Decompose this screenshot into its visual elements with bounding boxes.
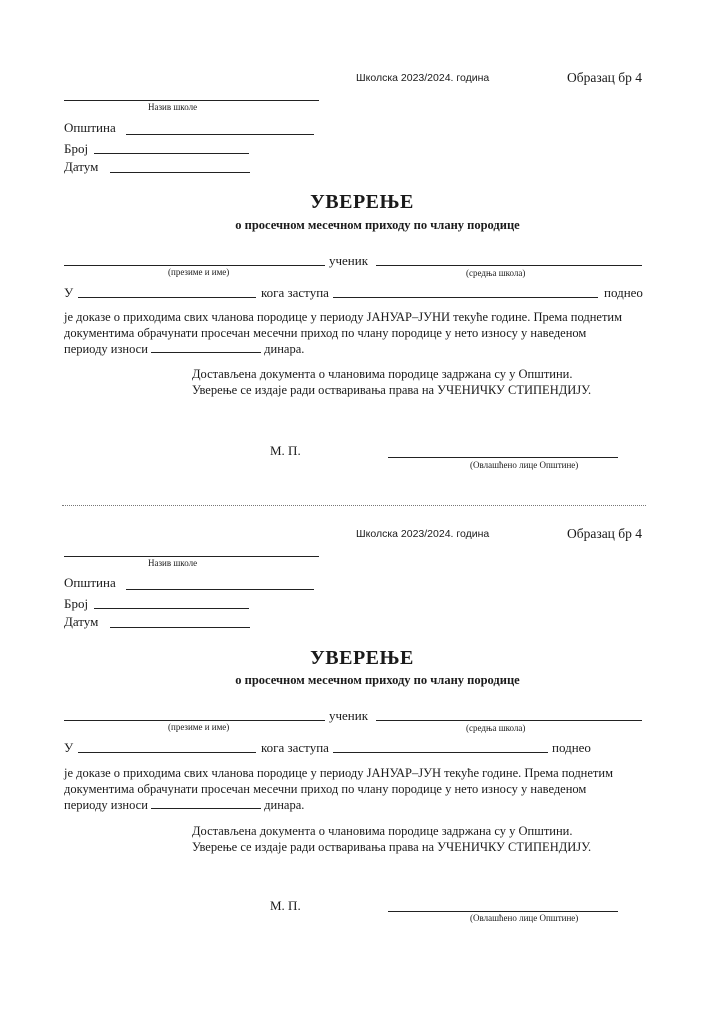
body-line-3-end: динара. xyxy=(264,342,305,356)
document-subtitle: о просечном месечном приходу по члану породице xyxy=(235,218,520,232)
official-signature-line[interactable] xyxy=(388,911,618,912)
document-title: УВЕРЕЊЕ xyxy=(310,647,414,669)
stamp-label: М. П. xyxy=(270,443,301,458)
submitted-label: поднео xyxy=(604,285,643,300)
represented-by-label: кога заступа xyxy=(261,740,329,755)
body-line-3-start: периоду износи xyxy=(64,798,148,812)
number-label: Број xyxy=(64,141,89,156)
cert-line-2: Уверење се издаје ради остваривања права на УЧЕНИЧКУ СТИПЕНДИЈУ. xyxy=(192,839,592,854)
surname-name-caption: (презиме и име) xyxy=(168,267,230,277)
form-number: Образац бр 4 xyxy=(567,526,643,541)
body-line-1: је доказе о приходима свих чланова породице у периоду ЈАНУАР–ЈУН текуће године. Према поднетим xyxy=(64,766,613,780)
date-field[interactable] xyxy=(110,172,250,173)
school-name-caption: Назив школе xyxy=(148,558,198,568)
certificate-form-top xyxy=(0,0,724,470)
high-school-caption: (средња школа) xyxy=(466,723,526,733)
place-field[interactable] xyxy=(78,297,256,298)
income-paragraph xyxy=(64,310,622,358)
income-paragraph xyxy=(64,766,613,814)
in-label: У xyxy=(64,740,74,755)
amount-field[interactable] xyxy=(151,797,261,809)
stamp-label: М. П. xyxy=(270,898,301,913)
student-label: ученик xyxy=(329,708,369,723)
amount-field[interactable] xyxy=(151,341,261,353)
representative-field[interactable] xyxy=(333,297,598,298)
surname-name-caption: (презиме и име) xyxy=(168,722,230,732)
number-field[interactable] xyxy=(94,608,249,609)
high-school-caption: (средња школа) xyxy=(466,268,526,278)
represented-by-label: кога заступа xyxy=(261,285,329,300)
cert-line-1: Достављена документа о члановима породице задржана су у Општини. xyxy=(192,367,573,381)
number-field[interactable] xyxy=(94,153,249,154)
school-year: Школска 2023/2024. година xyxy=(356,72,490,84)
place-field[interactable] xyxy=(78,752,256,753)
surname-name-field[interactable] xyxy=(64,265,325,266)
certificate-note xyxy=(192,824,591,855)
cert-line-1: Достављена документа о члановима породице задржана су у Општини. xyxy=(192,824,573,838)
date-label: Датум xyxy=(64,159,99,174)
surname-name-field[interactable] xyxy=(64,720,325,721)
school-name-line[interactable] xyxy=(64,556,319,557)
certificate-note xyxy=(192,367,591,398)
high-school-field[interactable] xyxy=(376,720,642,721)
school-name-caption: Назив школе xyxy=(148,102,198,112)
student-label: ученик xyxy=(329,253,369,268)
official-caption: (Овлашћено лице Општине) xyxy=(470,460,579,470)
document-subtitle: о просечном месечном приходу по члану породице xyxy=(235,673,520,687)
municipality-field[interactable] xyxy=(126,589,314,590)
high-school-field[interactable] xyxy=(376,265,642,266)
official-caption: (Овлашћено лице Општине) xyxy=(470,913,579,923)
body-line-1: је доказе о приходима свих чланова породице у периоду ЈАНУАР–ЈУНИ текуће године. Према поднетим xyxy=(64,310,623,324)
date-field[interactable] xyxy=(110,627,250,628)
in-label: У xyxy=(64,285,74,300)
form-number: Образац бр 4 xyxy=(567,70,643,85)
school-year: Школска 2023/2024. година xyxy=(356,528,490,540)
cert-line-2: Уверење се издаје ради остваривања права на УЧЕНИЧКУ СТИПЕНДИЈУ. xyxy=(192,382,592,397)
number-label: Број xyxy=(64,596,89,611)
municipality-field[interactable] xyxy=(126,134,314,135)
body-line-3-start: периоду износи xyxy=(64,342,148,356)
submitted-label: поднео xyxy=(552,740,591,755)
municipality-label: Општина xyxy=(64,575,116,590)
body-line-2: документима обрачунати просечан месечни приход по члану породице у нето износу у наведеном xyxy=(64,325,587,340)
document-title: УВЕРЕЊЕ xyxy=(310,191,414,213)
body-line-3-end: динара. xyxy=(264,798,305,812)
date-label: Датум xyxy=(64,614,99,629)
representative-field[interactable] xyxy=(333,752,548,753)
body-line-2: документима обрачунати просечан месечни приход по члану породице у нето износу у наведеном xyxy=(64,781,587,796)
certificate-form-bottom xyxy=(0,456,724,923)
school-name-line[interactable] xyxy=(64,100,319,101)
municipality-label: Општина xyxy=(64,120,116,135)
